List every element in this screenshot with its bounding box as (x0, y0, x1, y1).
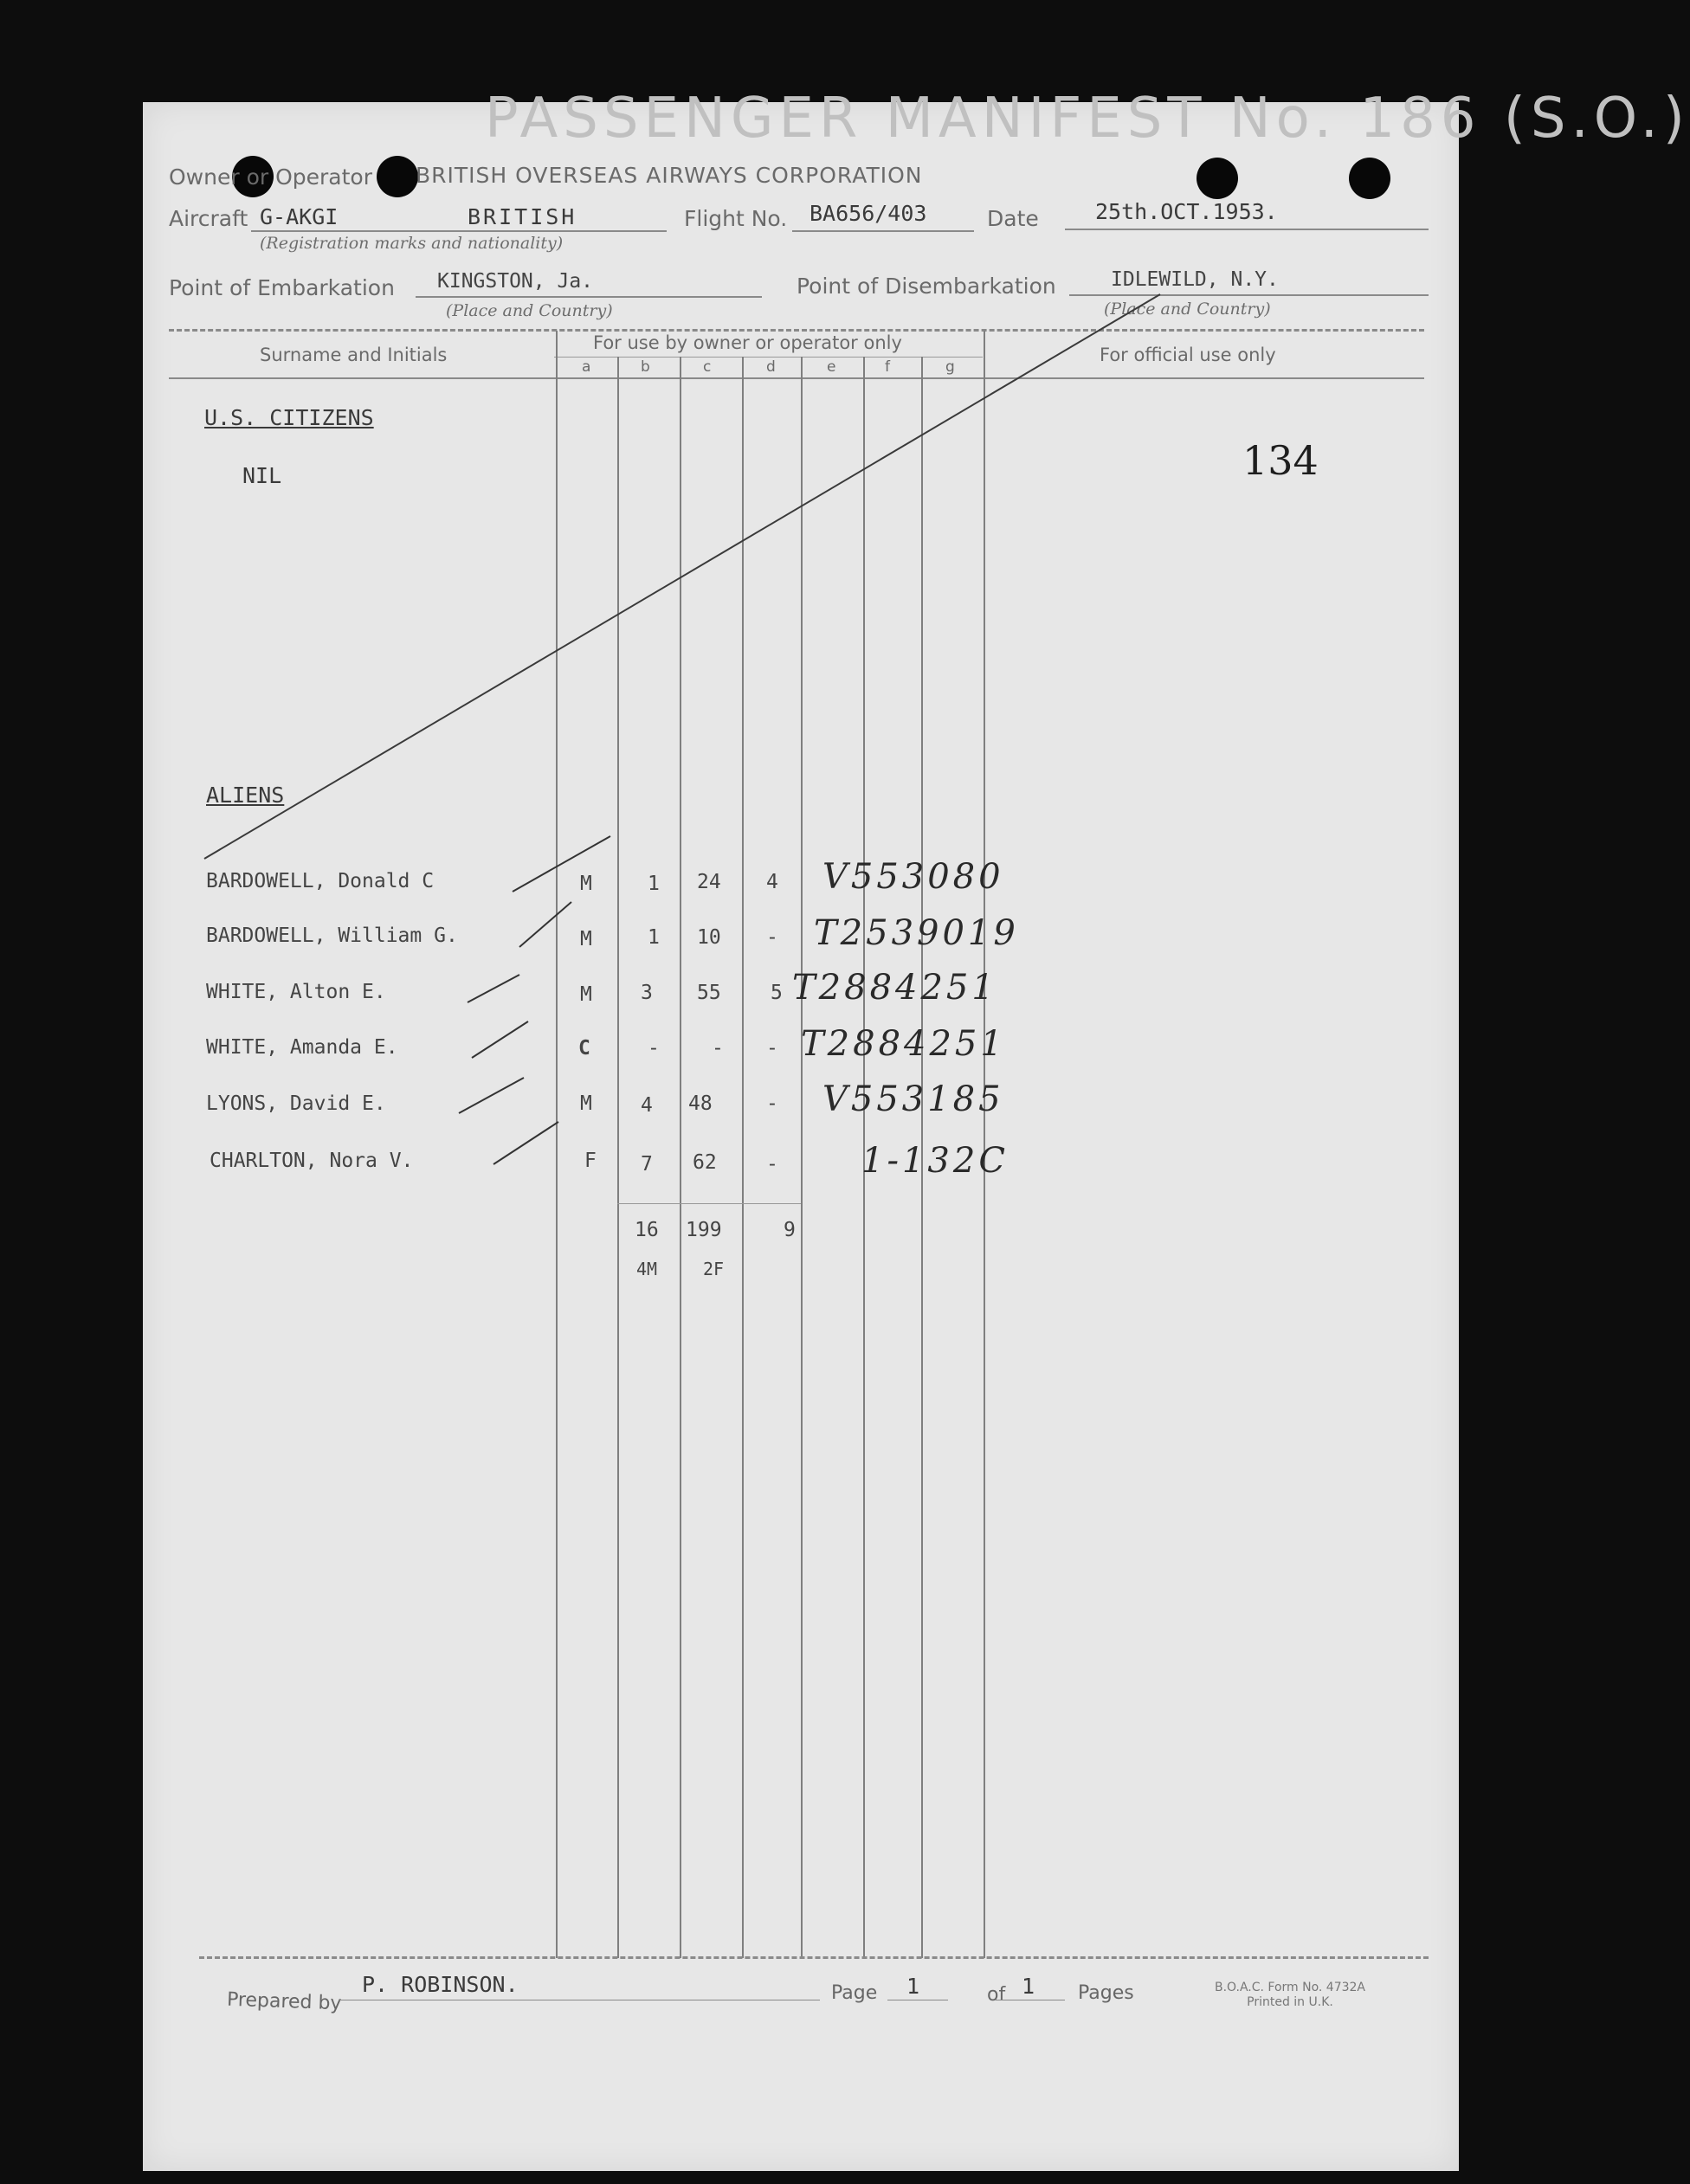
passenger-col-a: M (580, 1092, 592, 1115)
embark-value: KINGSTON, Ja. (437, 270, 594, 293)
col-letter-c: c (703, 358, 712, 376)
disembark-value: IDLEWILD, N.Y. (1111, 268, 1279, 291)
passenger-doc-number: T2539019 (814, 913, 1019, 953)
passenger-col-d: - (766, 1092, 778, 1115)
section-us-citizens: U.S. CITIZENS (204, 405, 374, 430)
col-letter-g: g (945, 358, 955, 376)
col-letter-d: d (766, 358, 776, 376)
disembark-caption: (Place and Country) (1104, 300, 1271, 319)
passenger-col-c: 48 (688, 1092, 713, 1115)
form-number (1208, 1981, 1372, 2010)
aircraft-nationality: BRITISH (468, 204, 577, 229)
passenger-col-b: 3 (641, 982, 653, 1004)
passenger-name: BARDOWELL, William G. (206, 924, 458, 947)
passenger-col-a: M (580, 983, 592, 1006)
passenger-name: CHARLTON, Nora V. (210, 1150, 414, 1172)
us-nil: NIL (242, 463, 282, 488)
total-c: 199 (686, 1219, 722, 1241)
flight-value: BA656/403 (810, 201, 927, 226)
col-letter-e: e (827, 358, 836, 376)
footer-top-rule (199, 1956, 1429, 1959)
passenger-col-b: 4 (641, 1094, 653, 1117)
page-value: 1 (906, 1974, 920, 1999)
prepared-label: Prepared by (226, 1988, 342, 2015)
owner-label: Owner or Operator (169, 164, 372, 190)
page-label: Page (831, 1982, 878, 2004)
passenger-col-c: 62 (693, 1151, 717, 1174)
printed-text: Printed in U.K. (1247, 1995, 1333, 2009)
total-c-gender: 2F (703, 1259, 725, 1279)
col-letter-f: f (885, 358, 890, 376)
passenger-doc-number: 1-132C (861, 1141, 1009, 1181)
aircraft-registration: G-AKGI (260, 204, 339, 229)
disembark-label: Point of Disembarkation (797, 274, 1056, 299)
col-letter-b: b (641, 358, 650, 376)
flight-label: Flight No. (684, 206, 788, 231)
col-surname: Surname and Initials (260, 345, 448, 365)
passenger-col-c: 55 (697, 982, 721, 1004)
passenger-col-d: 4 (766, 871, 778, 893)
passenger-col-d: - (766, 926, 778, 949)
prepared-value: P. ROBINSON. (362, 1972, 519, 1997)
passenger-name: LYONS, David E. (206, 1092, 386, 1115)
owner-value: BRITISH OVERSEAS AIRWAYS CORPORATION (416, 163, 923, 188)
of-label: of (987, 1984, 1006, 2006)
passenger-col-d: 5 (771, 982, 783, 1004)
passenger-col-a: F (584, 1150, 597, 1172)
passenger-col-c: 10 (697, 926, 721, 949)
passenger-col-a: M (580, 928, 592, 950)
total-b: 16 (635, 1219, 659, 1241)
passenger-name: WHITE, Alton E. (206, 981, 386, 1003)
passenger-name: WHITE, Amanda E. (206, 1036, 398, 1059)
passenger-col-b: - (648, 1037, 660, 1060)
passenger-col-c: - (712, 1037, 724, 1060)
aircraft-label: Aircraft (169, 206, 248, 231)
total-d: 9 (784, 1219, 796, 1241)
passenger-col-a: M (580, 873, 592, 895)
passenger-col-d: - (766, 1153, 778, 1176)
col-owner-use: For use by owner or operator only (593, 332, 902, 353)
faded-title: PASSENGER MANIFEST No. 186 (S.O.) (485, 87, 1690, 151)
form-number-text: B.O.A.C. Form No. 4732A (1214, 1981, 1366, 1994)
passenger-col-b: 1 (648, 873, 660, 895)
section-aliens: ALIENS (206, 783, 285, 808)
date-value: 25th.OCT.1953. (1095, 199, 1278, 224)
passenger-col-b: 1 (648, 926, 660, 949)
passenger-name: BARDOWELL, Donald C (206, 870, 435, 892)
passenger-doc-number: T2884251 (801, 1024, 1006, 1064)
passenger-doc-number: V553080 (822, 857, 1004, 897)
col-letter-a: a (582, 358, 591, 376)
passenger-doc-number: T2884251 (792, 968, 997, 1008)
passenger-doc-number: V553185 (822, 1079, 1004, 1119)
embark-caption: (Place and Country) (446, 301, 613, 320)
embark-label: Point of Embarkation (169, 275, 395, 300)
pages-label: Pages (1078, 1982, 1134, 2004)
col-official: For official use only (1100, 345, 1276, 365)
passenger-col-d: - (766, 1037, 778, 1060)
official-number: 134 (1242, 437, 1319, 484)
aircraft-caption: (Registration marks and nationality) (260, 234, 564, 253)
passenger-col-a: C (578, 1037, 590, 1060)
total-b-gender: 4M (636, 1259, 658, 1279)
passenger-col-c: 24 (697, 871, 721, 893)
date-label: Date (987, 206, 1039, 231)
of-value: 1 (1022, 1974, 1035, 1999)
passenger-col-b: 7 (641, 1153, 653, 1176)
